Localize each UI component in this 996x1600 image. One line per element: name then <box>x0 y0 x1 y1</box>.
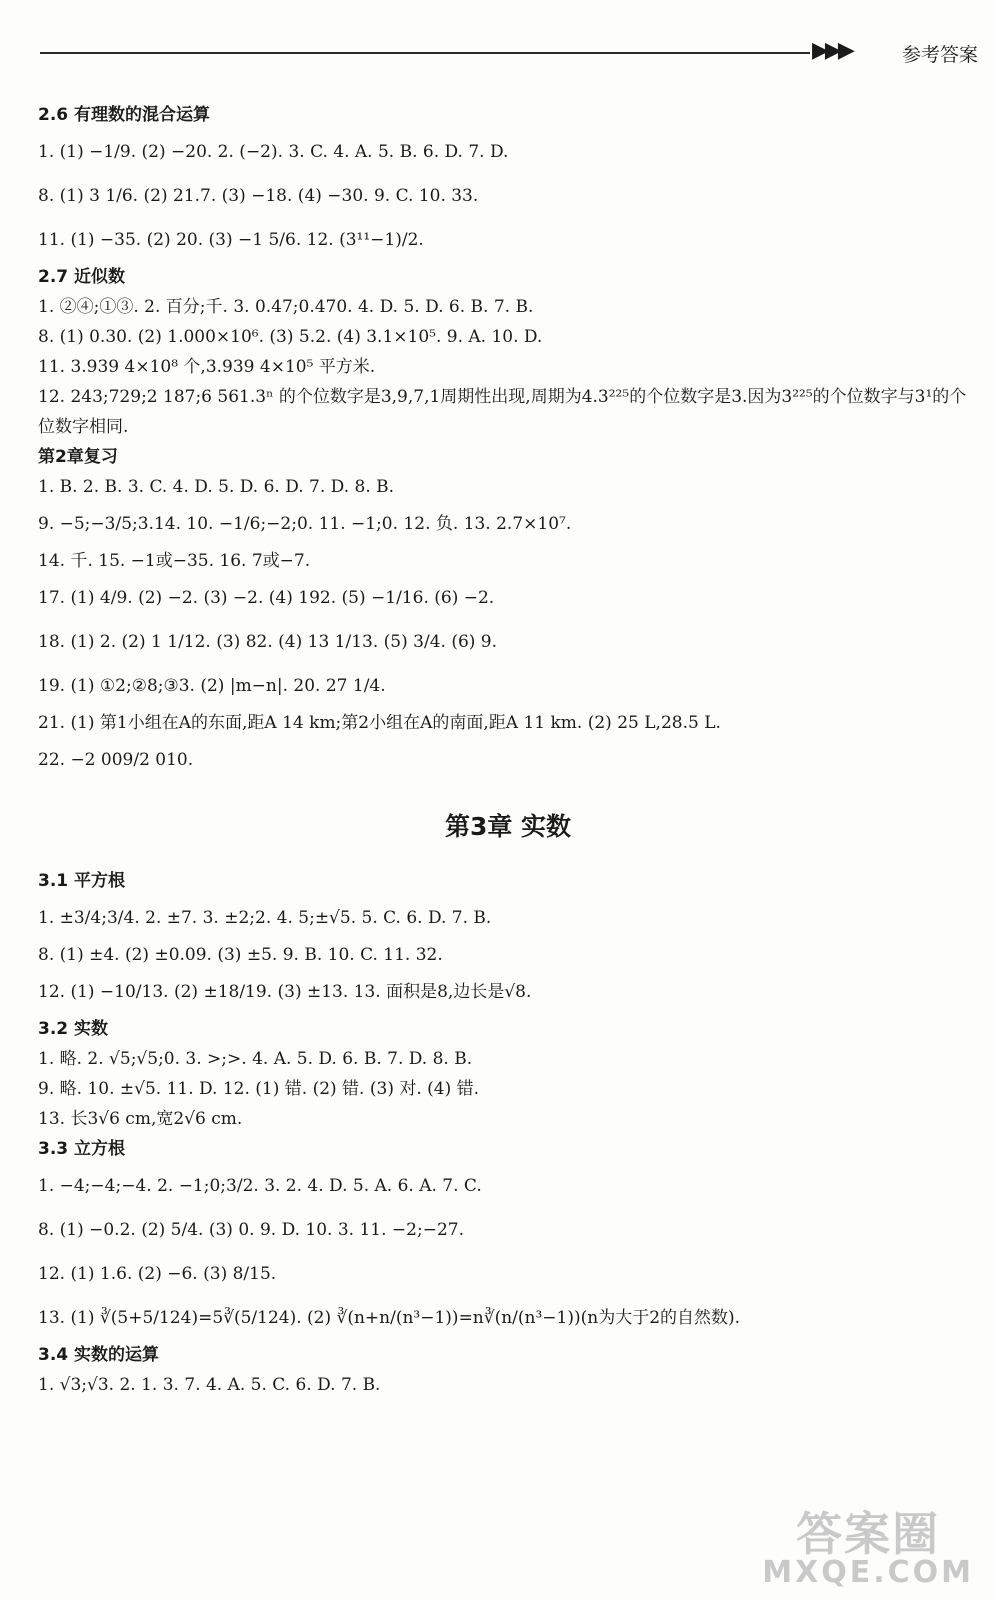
answer-line: 8. (1) ±4. (2) ±0.09. (3) ±5. 9. B. 10. C. 11. 32. <box>38 945 443 965</box>
answer-content <box>38 100 978 1400</box>
answer-line: 12. 243;729;2 187;6 561.3ⁿ 的个位数字是3,9,7,1周期性出现,周期为4.3²²⁵的个位数字是3.因为3²²⁵的个位数字与3¹的个位数字相同. <box>38 387 967 437</box>
answer-line: 17. (1) 4/9. (2) −2. (3) −2. (4) 192. (5) −1/16. (6) −2. <box>38 588 495 608</box>
answer-line: 8. (1) 3 1/6. (2) 21.7. (3) −18. (4) −30. 9. C. 10. 33. <box>38 186 479 206</box>
answer-line: 13. 长3√6 cm,宽2√6 cm. <box>38 1109 243 1129</box>
answer-line: 1. √3;√3. 2. 1. 3. 7. 4. A. 5. C. 6. D. 7. B. <box>38 1375 381 1395</box>
page-header-title: 参考答案 <box>901 44 978 66</box>
answer-line: 12. (1) 1.6. (2) −6. (3) 8/15. <box>38 1264 277 1284</box>
answer-line: 11. (1) −35. (2) 20. (3) −1 5/6. 12. (3¹¹−1)/2. <box>38 230 424 250</box>
answer-line: 9. −5;−3/5;3.14. 10. −1/6;−2;0. 11. −1;0. 12. 负. 13. 2.7×10⁷. <box>38 514 572 534</box>
section-heading: 3.1 平方根 <box>38 871 126 891</box>
header-arrows-icon: ▶▶▶ <box>812 38 851 63</box>
watermark <box>762 1507 974 1590</box>
answer-line: 14. 千. 15. −1或−35. 16. 7或−7. <box>38 551 311 571</box>
answer-line: 19. (1) ①2;②8;③3. (2) |m−n|. 20. 27 1/4. <box>38 676 386 696</box>
section-heading: 2.7 近似数 <box>38 267 126 287</box>
header-rule <box>40 52 810 54</box>
answer-line: 1. ±3/4;3/4. 2. ±7. 3. ±2;2. 4. 5;±√5. 5. C. 6. D. 7. B. <box>38 908 492 928</box>
answer-line: 1. B. 2. B. 3. C. 4. D. 5. D. 6. D. 7. D. 8. B. <box>38 477 395 497</box>
watermark-top: 答案圈 <box>796 1507 941 1561</box>
answer-line: 22. −2 009/2 010. <box>38 750 194 770</box>
section-heading: 3.2 实数 <box>38 1019 109 1039</box>
answer-line: 9. 略. 10. ±√5. 11. D. 12. (1) 错. (2) 错. (3) 对. (4) 错. <box>38 1079 480 1099</box>
answer-line: 1. 略. 2. √5;√5;0. 3. >;>. 4. A. 5. D. 6. B. 7. D. 8. B. <box>38 1049 473 1069</box>
section-heading: 2.6 有理数的混合运算 <box>38 105 211 125</box>
section-heading: 第2章复习 <box>38 447 118 467</box>
answer-line: 18. (1) 2. (2) 1 1/12. (3) 82. (4) 13 1/13. (5) 3/4. (6) 9. <box>38 632 498 652</box>
answer-line: 8. (1) 0.30. (2) 1.000×10⁶. (3) 5.2. (4) 3.1×10⁵. 9. A. 10. D. <box>38 327 543 347</box>
answer-line: 21. (1) 第1小组在A的东面,距A 14 km;第2小组在A的南面,距A 11 km. (2) 25 L,28.5 L. <box>38 713 721 733</box>
answer-line: 1. −4;−4;−4. 2. −1;0;3/2. 3. 2. 4. D. 5. A. 6. A. 7. C. <box>38 1176 482 1196</box>
answer-line: 12. (1) −10/13. (2) ±18/19. (3) ±13. 13. 面积是8,边长是√8. <box>38 982 532 1002</box>
answer-line: 1. ②④;①③. 2. 百分;千. 3. 0.47;0.470. 4. D. 5. D. 6. B. 7. B. <box>38 297 534 317</box>
section-heading: 3.4 实数的运算 <box>38 1345 160 1365</box>
answer-line: 11. 3.939 4×10⁸ 个,3.939 4×10⁵ 平方米. <box>38 357 376 377</box>
watermark-bottom: MXQE.COM <box>762 1555 974 1590</box>
answer-line: 8. (1) −0.2. (2) 5/4. (3) 0. 9. D. 10. 3. 11. −2;−27. <box>38 1220 464 1240</box>
answer-line: 13. (1) ∛(5+5/124)=5∛(5/124). (2) ∛(n+n/(n³−1))=n∛(n/(n³−1))(n为大于2的自然数). <box>38 1308 741 1328</box>
section-heading: 3.3 立方根 <box>38 1139 126 1159</box>
chapter-title: 第3章 实数 <box>444 812 572 841</box>
answer-line: 1. (1) −1/9. (2) −20. 2. (−2). 3. C. 4. A. 5. B. 6. D. 7. D. <box>38 142 509 162</box>
